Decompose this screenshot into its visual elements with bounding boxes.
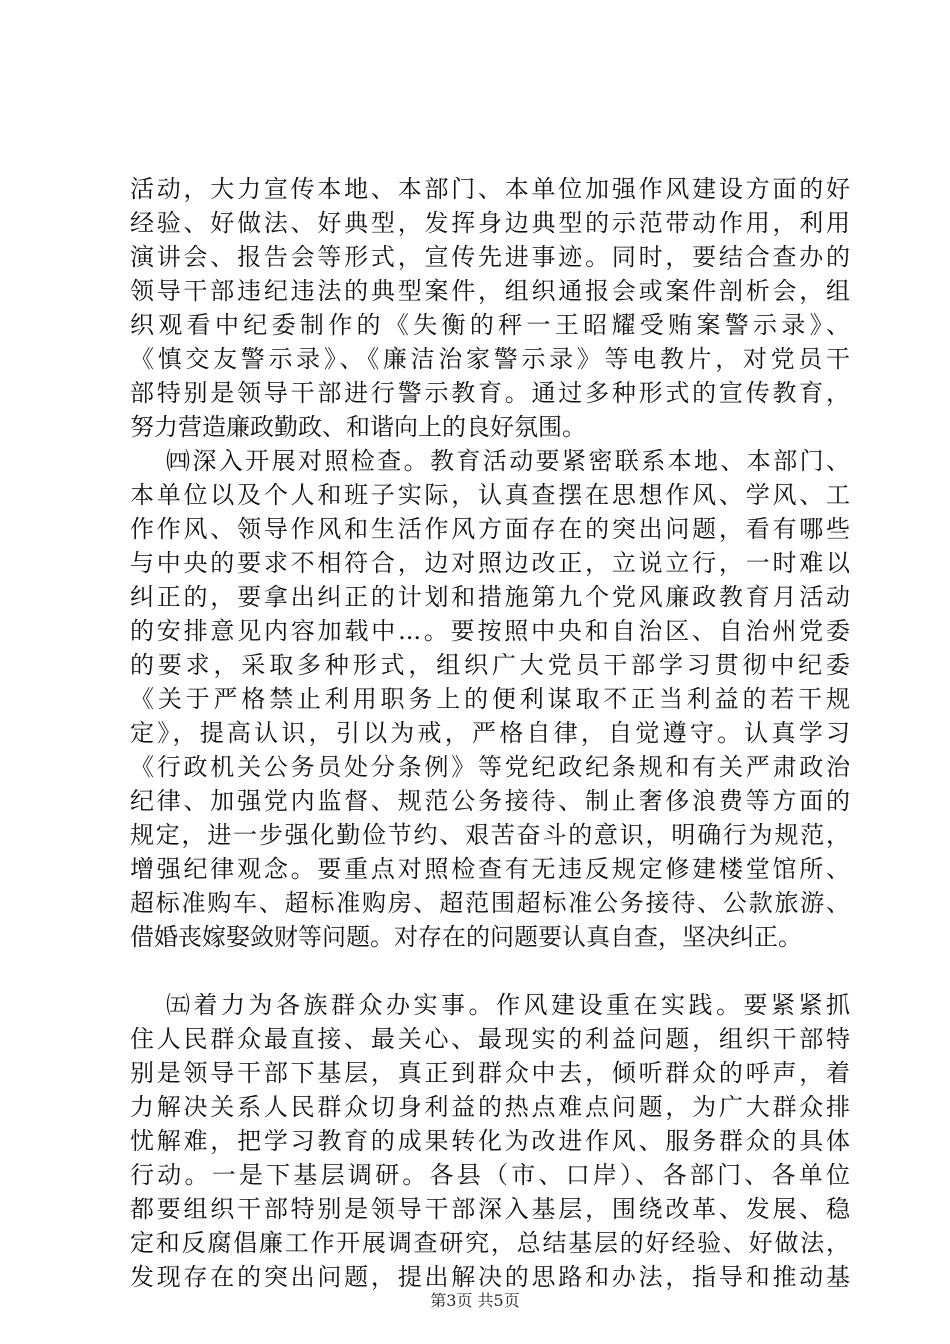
text-line: 住人民群众最直接、最关心、最现实的利益问题，组织干部特 <box>130 1025 850 1053</box>
text-line: 纪律、加强党内监督、规范公务接待、制止奢侈浪费等方面的 <box>130 787 850 815</box>
text-line: 忧解难，把学习教育的成果转化为改进作风、服务群众的具体 <box>130 1127 850 1155</box>
text-line: 《关于严格禁止利用职务上的便利谋取不正当利益的若干规 <box>130 685 850 713</box>
text-line: 增强纪律观念。要重点对照检查有无违反规定修建楼堂馆所、 <box>130 855 850 883</box>
text-line: 《慎交友警示录》、《廉洁治家警示录》等电教片，对党员干 <box>130 345 850 373</box>
text-line: 本单位以及个人和班子实际，认真查摆在思想作风、学风、工 <box>130 481 850 509</box>
text-line: 发现存在的突出问题，提出解决的思路和办法，指导和推动基 <box>130 1263 850 1291</box>
text-line: 活动，大力宣传本地、本部门、本单位加强作风建设方面的好 <box>130 175 850 203</box>
text-line: 行动。一是下基层调研。各县（市、口岸）、各部门、各单位 <box>130 1161 850 1189</box>
text-line: 借婚丧嫁娶敛财等问题。对存在的问题要认真自查，坚决纠正。 <box>130 923 802 951</box>
text-line: 别是领导干部下基层，真正到群众中去，倾听群众的呼声，着 <box>130 1059 850 1087</box>
text-line: 都要组织干部特别是领导干部深入基层，围绕改革、发展、稳 <box>130 1195 850 1223</box>
text-line: 规定，进一步强化勤俭节约、艰苦奋斗的意识，明确行为规范， <box>130 821 850 849</box>
text-line: 纠正的，要拿出纠正的计划和措施第九个党风廉政教育月活动 <box>130 583 850 611</box>
text-line: 努力营造廉政勤政、和谐向上的良好氛围。 <box>130 413 586 441</box>
paragraph-5-first-line: ㈤着力为各族群众办实事。作风建设重在实践。要紧紧抓 <box>166 991 850 1019</box>
text-line: 定和反腐倡廉工作开展调查研究，总结基层的好经验、好做法， <box>130 1229 850 1257</box>
text-line: 织观看中纪委制作的《失衡的秤一王昭耀受贿案警示录》、 <box>130 311 850 339</box>
text-line: 定》，提高认识，引以为戒，严格自律，自觉遵守。认真学习 <box>130 719 850 747</box>
text-line: 的安排意见内容加载中...。要按照中央和自治区、自治州党委 <box>130 617 850 645</box>
paragraph-4-first-line: ㈣深入开展对照检查。教育活动要紧密联系本地、本部门、 <box>166 447 850 475</box>
text-line: 经验、好做法、好典型，发挥身边典型的示范带动作用，利用 <box>130 209 850 237</box>
text-line: 力解决关系人民群众切身利益的热点难点问题，为广大群众排 <box>130 1093 850 1121</box>
text-line: 领导干部违纪违法的典型案件，组织通报会或案件剖析会，组 <box>130 277 850 305</box>
text-line: 的要求，采取多种形式，组织广大党员干部学习贯彻中纪委 <box>130 651 850 679</box>
document-body <box>130 172 850 1294</box>
text-line: 《行政机关公务员处分条例》等党纪政纪条规和有关严肃政治 <box>130 753 850 781</box>
text-line: 超标准购车、超标准购房、超范围超标准公务接待、公款旅游、 <box>130 889 850 917</box>
page-number-footer: 第3页 共5页 <box>430 1291 520 1310</box>
text-line: 部特别是领导干部进行警示教育。通过多种形式的宣传教育， <box>130 379 850 407</box>
text-line: 演讲会、报告会等形式，宣传先进事迹。同时，要结合查办的 <box>130 243 850 271</box>
paragraph-gap <box>130 954 850 988</box>
text-line: 作作风、领导作风和生活作风方面存在的突出问题，看有哪些 <box>130 515 850 543</box>
text-line: 与中央的要求不相符合，边对照边改正，立说立行，一时难以 <box>130 549 850 577</box>
